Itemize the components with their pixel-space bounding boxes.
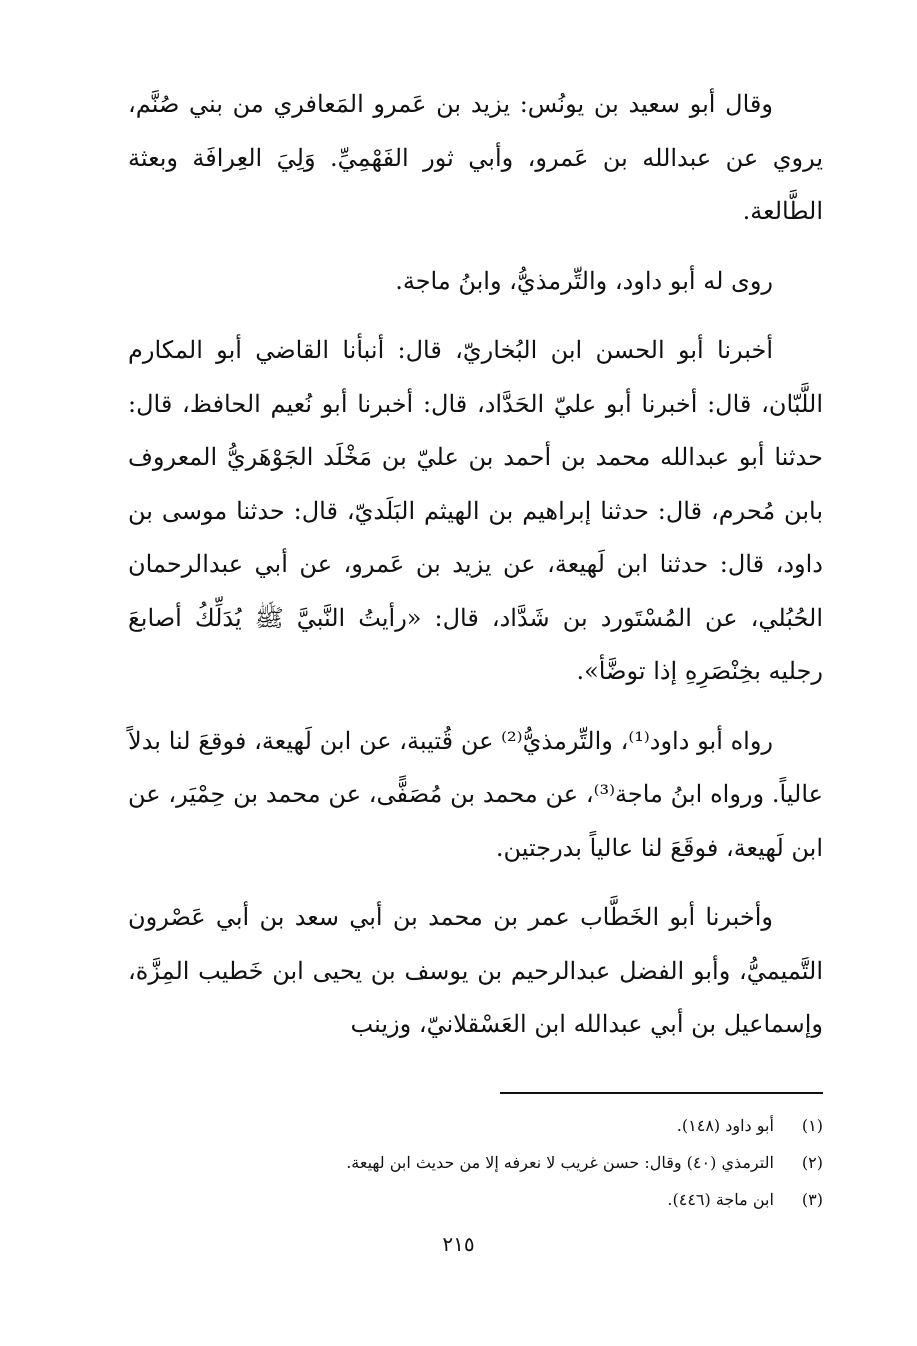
footnote-text: ابن ماجة (٤٤٦).	[667, 1190, 774, 1209]
paragraph-hadith-chain: أخبرنا أبو الحسن ابن البُخاريّ، قال: أنبأنا القاضي أبو المكارم اللَّبّان، قال: أخبرنا أبو عليّ الحَدَّاد، قال: أخبرنا أبو نُعيم الحافظ، قال: حدثنا أبو عبدالله محمد بن أحمد بن عليّ بن مَخْلَد الجَوْهَريُّ المعروف بابن مُحرم، قال: حدثنا إبراهيم بن الهيثم البَلَديّ، قال: حدثنا موسى بن داود، قال: حدثنا ابن لَهيعة، عن يزيد بن عَمرو، عن أبي عبدالرحمان الحُبُلي، عن المُسْتَورد بن شَدَّاد، قال: «رأيتُ النَّبيَّ ﷺ يُدَلِّكُ أصابعَ رجليه بخِنْصَرِهِ إذا توضَّأ».	[128, 336, 823, 685]
footnotes	[200, 1107, 823, 1218]
footnote-3	[200, 1181, 823, 1218]
main-text	[128, 78, 823, 1068]
footnote-text: الترمذي (٤٠) وقال: حسن غريب لا نعرفه إلا من حديث ابن لهيعة.	[346, 1153, 774, 1172]
paragraph-transmitters: روى له أبو داود، والتِّرمذيُّ، وابنُ ماجة.	[395, 266, 773, 295]
paragraph-second-chain: وأخبرنا أبو الخَطَّاب عمر بن محمد بن أبي سعد بن أبي عَصْرون التَّميميُّ، وأبو الفضل عبدالرحيم بن يوسف بن يحيى ابن خَطيب المِزَّة، وإسماعيل بن أبي عبدالله ابن العَسْقلانيّ، وزينب	[128, 903, 823, 1038]
footnote-2	[200, 1144, 823, 1181]
paragraph-narrator-info: وقال أبو سعيد بن يونُس: يزيد بن عَمرو المَعافري من بني صُنَّم، يروي عن عبدالله بن عَمرو، وأبي ثور الفَهْمِيِّ. وَلِيَ العِرافَة وبعثة الطَّالعة.	[128, 90, 823, 225]
footnote-number: (٢)	[801, 1153, 823, 1172]
footnote-text: أبو داود (١٤٨).	[676, 1116, 774, 1135]
footnote-divider	[500, 1092, 823, 1094]
footnote-number: (١)	[801, 1116, 823, 1135]
footnote-1	[200, 1107, 823, 1144]
page-number: ٢١٥	[442, 1232, 475, 1256]
footnote-number: (٣)	[801, 1190, 823, 1209]
paragraph-narrations: رواه أبو داود⁽¹⁾، والتِّرمذيُّ⁽²⁾ عن قُتيبة، عن ابن لَهيعة، فوقعَ لنا بدلاً عالياً. ورواه ابنُ ماجة⁽³⁾، عن محمد بن مُصَفًّى، عن محمد بن حِمْيَر، عن ابن لَهيعة، فوقَعَ لنا عالياً بدرجتين.	[128, 726, 823, 862]
